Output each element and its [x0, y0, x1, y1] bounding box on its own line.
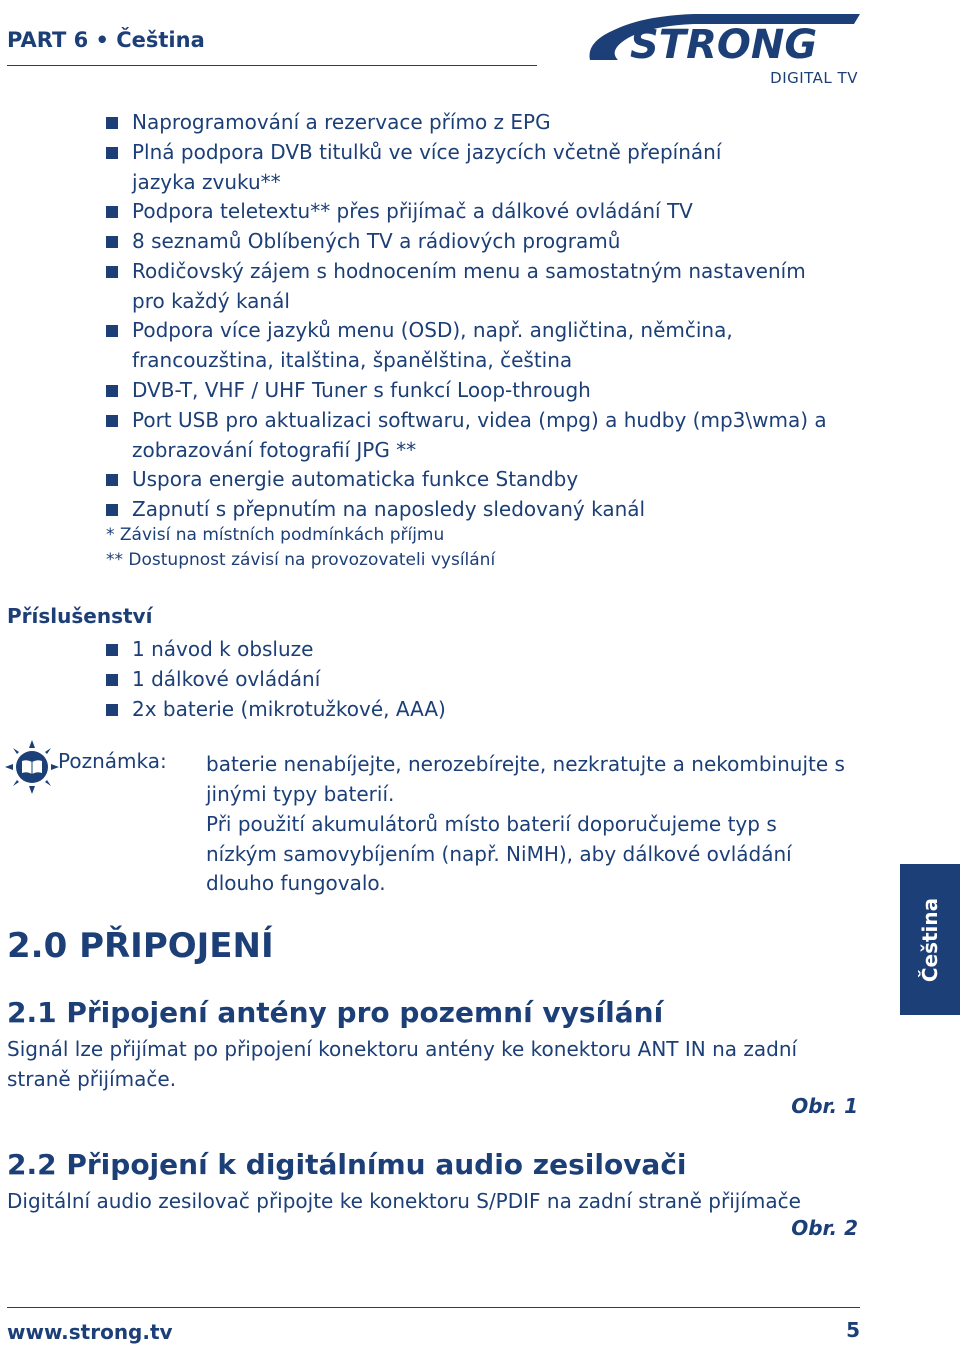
book-note-icon: [5, 740, 59, 794]
note-line: Při použití akumulátorů místo baterií doporučujeme typ s: [206, 812, 777, 836]
feature-item: [106, 256, 806, 316]
figure-reference: Obr. 1: [791, 1094, 858, 1118]
footer-url: www.strong.tv: [7, 1320, 173, 1344]
paragraph-line: straně přijímače.: [7, 1067, 177, 1091]
accessory-item: [106, 634, 313, 664]
feature-item: [106, 226, 620, 256]
side-tab-label: Čeština: [918, 897, 942, 982]
page-number: 5: [846, 1318, 860, 1342]
feature-text: Podpora teletextu** přes přijímač a dálkové ovládání TV: [132, 199, 693, 223]
feature-text: Uspora energie automaticka funkce Standby: [132, 467, 579, 491]
note-line: jinými typy baterií.: [206, 782, 395, 806]
section-heading: 2.0 PŘIPOJENÍ: [7, 926, 274, 966]
subsection-heading-antenna: 2.1 Připojení antény pro pozemní vysílání: [7, 996, 664, 1029]
feature-text: Port USB pro aktualizaci softwaru, videa (mpg) a hudby (mp3\wma) a: [132, 408, 827, 432]
feature-text: Naprogramování a rezervace přímo z EPG: [132, 110, 551, 134]
accessory-text: 2x baterie (mikrotužkové, AAA): [132, 697, 446, 721]
accessory-text: 1 dálkové ovládání: [132, 667, 321, 691]
feature-text-cont: francouzština, italština, španělština, čeština: [132, 348, 573, 372]
feature-item: [106, 315, 733, 375]
logo-wordmark: STRONG: [630, 22, 818, 68]
subsection-heading-audio: 2.2 Připojení k digitálnímu audio zesilovači: [7, 1148, 687, 1181]
feature-item: [106, 405, 827, 465]
feature-text: Rodičovský zájem s hodnocením menu a samostatným nastavením: [132, 259, 806, 283]
strong-logo-mark: [584, 8, 862, 68]
paragraph-line: Digitální audio zesilovač připojte ke konektoru S/PDIF na zadní straně přijímače: [7, 1189, 801, 1213]
paragraph-line: Signál lze přijímat po připojení konektoru antény ke konektoru ANT IN na zadní: [7, 1037, 798, 1061]
header-divider: [7, 65, 537, 66]
feature-text: DVB-T, VHF / UHF Tuner s funkcí Loop-through: [132, 378, 591, 402]
footnote: * Závisí na místních podmínkách příjmu: [106, 525, 445, 545]
feature-item: [106, 494, 645, 524]
note-line: nízkým samovybíjením (např. NiMH), aby dálkové ovládání: [206, 842, 792, 866]
feature-text-cont: jazyka zvuku**: [132, 170, 281, 194]
feature-item: [106, 375, 591, 405]
feature-item: [106, 464, 578, 494]
feature-item: [106, 196, 693, 226]
note-line: baterie nenabíjejte, nerozebírejte, nezkratujte a nekombinujte s: [206, 752, 845, 776]
footnote: ** Dostupnost závisí na provozovateli vysílání: [106, 550, 496, 570]
feature-text-cont: pro každý kanál: [132, 289, 290, 313]
strong-logo: [584, 8, 862, 88]
feature-text: Plná podpora DVB titulků ve více jazycích včetně přepínání: [132, 140, 722, 164]
figure-reference: Obr. 2: [791, 1216, 858, 1240]
language-side-tab: [900, 864, 960, 1015]
feature-item: [106, 107, 551, 137]
note-label: Poznámka:: [58, 749, 167, 773]
accessory-text: 1 návod k obsluze: [132, 637, 314, 661]
feature-text: Zapnutí s přepnutím na naposledy sledovaný kanál: [132, 497, 646, 521]
accessory-item: [106, 694, 446, 724]
feature-item: [106, 137, 721, 197]
note-line: dlouho fungovalo.: [206, 871, 386, 895]
feature-text-cont: zobrazování fotografií JPG **: [132, 438, 417, 462]
accessories-title: Příslušenství: [7, 604, 153, 628]
feature-text: Podpora více jazyků menu (OSD), např. angličtina, němčina,: [132, 318, 733, 342]
footer-divider: [7, 1307, 860, 1308]
accessory-item: [106, 664, 320, 694]
logo-subtext: DIGITAL TV: [770, 69, 858, 87]
page-header-title: PART 6 • Čeština: [7, 28, 205, 52]
feature-text: 8 seznamů Oblíbených TV a rádiových programů: [132, 229, 621, 253]
